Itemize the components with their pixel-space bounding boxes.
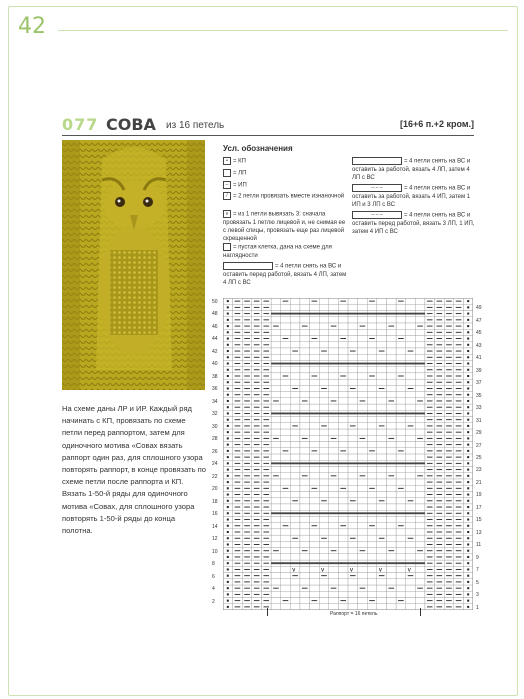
edge-stitch-mark	[227, 363, 229, 365]
increase-mark: v	[378, 567, 382, 574]
row-number-right: 21	[476, 479, 482, 486]
edge-stitch-mark	[227, 300, 229, 302]
edge-stitch-mark	[227, 581, 229, 583]
row-number-left: 4	[212, 586, 215, 593]
row-number-right: 17	[476, 504, 482, 511]
row-number-left: 24	[212, 461, 218, 468]
row-number-right: 11	[476, 542, 482, 549]
row-number-left: 10	[212, 548, 218, 555]
edge-stitch-mark	[227, 450, 229, 452]
pattern-name: СОВА	[106, 115, 156, 134]
cable-bar	[271, 562, 425, 564]
edge-stitch-mark	[227, 481, 229, 483]
row-number-right: 5	[476, 579, 479, 586]
pattern-description: На схеме даны ЛР и ИР. Каждый ряд начинать с КП, провязать по схеме петли перед раппортом, затем для одиночного мотива «Совах вязать раппорт один раз, для сплошного узора повторять раппорт, в конце провязать по схеме петли после раппорта и КП. Вязать 1-50-й ряды для одиночного мотива «Совах, для сплошного узора повторять 1-50-й ряды до конца полотна.	[62, 404, 207, 536]
edge-stitch-mark	[467, 331, 469, 333]
edge-stitch-mark	[227, 494, 229, 496]
edge-stitch-mark	[467, 406, 469, 408]
edge-stitch-mark	[467, 425, 469, 427]
cable-front-icon	[223, 262, 273, 270]
row-number-right: 33	[476, 405, 482, 412]
edge-stitch-mark	[227, 462, 229, 464]
legend-item-cable-back-purl: – – – = 4 петли снять на ВС и оставить за работой, вязать 4 ИП, затем 1 ИП и 3 ЛП с ВС	[352, 185, 471, 208]
cable-bar	[271, 313, 425, 315]
edge-stitch-mark	[467, 437, 469, 439]
edge-stitch-mark	[227, 375, 229, 377]
increase-icon: v	[223, 210, 231, 218]
edge-stitch-mark	[467, 394, 469, 396]
edge-stitch-mark	[467, 593, 469, 595]
edge-stitch-mark	[227, 425, 229, 427]
legend-item-p2tog: ⁄ = 2 петли провязать вместе изнаночной	[223, 192, 348, 201]
row-number-left: 40	[212, 361, 218, 368]
row-number-left: 32	[212, 411, 218, 418]
row-number-left: 48	[212, 311, 218, 318]
edge-stitch-mark	[227, 412, 229, 414]
edge-stitch-mark	[467, 481, 469, 483]
edge-stitch-mark	[227, 487, 229, 489]
row-number-right: 9	[476, 554, 479, 561]
edge-stitch-mark	[467, 462, 469, 464]
edge-stitch-mark	[467, 531, 469, 533]
edge-stitch-mark	[467, 500, 469, 502]
purl-stitch-icon: –	[223, 181, 231, 189]
legend-item-cable-back: = 4 петли снять на ВС и оставить за работой, вязать 4 ЛП, затем 4 ЛП с ВС	[352, 158, 471, 181]
edge-stitch-mark	[467, 562, 469, 564]
row-number-left: 22	[212, 473, 218, 480]
edge-stitch-mark	[227, 306, 229, 308]
row-number-left: 28	[212, 436, 218, 443]
row-number-right: 47	[476, 317, 482, 324]
row-number-left: 50	[212, 299, 218, 305]
edge-stitch-mark	[467, 306, 469, 308]
row-number-left: 36	[212, 386, 218, 393]
pattern-repeat: [16+6 п.+2 кром.]	[399, 119, 474, 129]
rapport-start-tick	[267, 608, 268, 616]
edge-stitch-mark	[227, 350, 229, 352]
row-number-right: 25	[476, 455, 482, 461]
empty-cell-icon	[223, 243, 231, 251]
edge-stitch-mark	[227, 593, 229, 595]
row-number-left: 30	[212, 423, 218, 430]
row-number-left: 16	[212, 511, 218, 518]
edge-stitch-mark	[467, 300, 469, 302]
edge-stitch-mark	[227, 456, 229, 458]
increase-mark: v	[350, 567, 353, 574]
edge-stitch-mark	[227, 587, 229, 589]
edge-stitch-mark	[227, 500, 229, 502]
edge-stitch-mark	[467, 519, 469, 521]
edge-stitch-mark	[227, 606, 229, 608]
row-number-right: 19	[476, 492, 482, 499]
row-number-left: 20	[212, 486, 218, 493]
edge-stitch-mark	[467, 319, 469, 321]
rapport-end-tick	[420, 608, 421, 616]
owl-knit-photo	[62, 140, 205, 390]
legend-item-cable-front-purl: – – – = 4 петли снять на ВС и оставить перед работой, вязать 3 ЛП, 1 ИП, затем 4 ИП с ВС	[352, 212, 475, 235]
row-number-left: 46	[212, 323, 218, 330]
row-number-left: 26	[212, 448, 218, 455]
rapport-label: Раппорт = 16 петель	[330, 611, 378, 617]
row-number-right: 31	[476, 417, 482, 424]
cable-bar	[271, 512, 425, 514]
edge-stitch-mark	[467, 450, 469, 452]
edge-stitch-mark	[467, 506, 469, 508]
edge-stitch-mark	[227, 356, 229, 358]
edge-stitch-mark	[227, 475, 229, 477]
edge-stitch-mark	[227, 369, 229, 371]
row-number-right: 29	[476, 430, 482, 437]
edge-stitch-mark	[227, 550, 229, 552]
cable-back-purl-icon: – – –	[352, 184, 402, 192]
cable-bar	[271, 462, 425, 464]
row-number-left: 14	[212, 523, 218, 530]
row-number-left: 18	[212, 498, 218, 505]
edge-stitch-mark	[467, 494, 469, 496]
edge-stitch-mark	[227, 419, 229, 421]
row-number-right: 13	[476, 529, 482, 536]
row-number-left: 2	[212, 598, 215, 605]
legend-item-increase: v = из 1 петли вывязать 3: сначала провязать 1 петлю лицевой и, не снимая ее с левой спицы, провязать еще раз лицевой скрещенной	[223, 211, 346, 243]
edge-stitch-mark	[467, 556, 469, 558]
edge-stitch-mark	[467, 375, 469, 377]
edge-stitch-mark	[467, 456, 469, 458]
row-number-left: 44	[212, 336, 218, 343]
edge-stitch-mark	[467, 356, 469, 358]
edge-stitch-mark	[467, 606, 469, 608]
edge-stitch-mark	[227, 512, 229, 514]
edge-stitch-mark	[227, 444, 229, 446]
row-number-right: 27	[476, 442, 482, 449]
edge-stitch-mark	[227, 556, 229, 558]
row-number-right: 49	[476, 305, 482, 312]
edge-stitch-mark	[227, 506, 229, 508]
edge-stitch-mark	[227, 338, 229, 340]
edge-stitch-mark	[467, 400, 469, 402]
edge-stitch-mark	[227, 313, 229, 315]
edge-stitch-mark	[467, 338, 469, 340]
edge-stitch-mark	[467, 575, 469, 577]
row-number-right: 1	[476, 604, 479, 611]
edge-stitch-mark	[227, 394, 229, 396]
legend-item-empty: = пустая клетка, дана на схеме для наглядности	[223, 244, 332, 259]
cable-front-purl-icon: – – –	[352, 211, 402, 219]
edge-stitch-mark	[467, 325, 469, 327]
edge-stitch-mark	[227, 531, 229, 533]
header-rule	[58, 30, 508, 31]
edge-stitch-mark	[227, 543, 229, 545]
edge-stitch-mark	[467, 543, 469, 545]
row-number-right: 39	[476, 367, 482, 374]
edge-stitch-mark	[227, 600, 229, 602]
cable-bar	[271, 363, 425, 365]
edge-stitch-mark	[467, 419, 469, 421]
pattern-title-bar	[62, 115, 474, 136]
edge-stitch-mark	[467, 313, 469, 315]
edge-stitch-mark	[467, 412, 469, 414]
edge-stitch-mark	[467, 550, 469, 552]
edge-stitch-mark	[227, 406, 229, 408]
edge-stitch-mark	[467, 469, 469, 471]
row-number-right: 35	[476, 392, 482, 399]
edge-stitch-mark	[467, 512, 469, 514]
knit-stitch-icon	[223, 169, 231, 177]
edge-stitch-mark	[467, 369, 469, 371]
edge-stitch-mark	[227, 331, 229, 333]
edge-stitch-mark	[467, 600, 469, 602]
legend-title: Усл. обозначения	[223, 144, 293, 153]
p2tog-icon: ⁄	[223, 192, 231, 200]
row-number-left: 8	[212, 561, 215, 568]
legend-item-purl: – = ИП	[223, 181, 348, 190]
edge-stitch-mark	[227, 381, 229, 383]
edge-stitch-mark	[227, 568, 229, 570]
row-number-left: 42	[212, 348, 218, 355]
row-number-left: 6	[212, 573, 215, 580]
edge-stitch-mark	[227, 400, 229, 402]
cable-bar	[271, 413, 425, 415]
row-number-right: 3	[476, 592, 479, 599]
pattern-subtitle: из 16 петель	[166, 120, 225, 131]
row-number-left: 38	[212, 373, 218, 380]
chart-grid	[223, 298, 473, 610]
edge-stitch-mark	[227, 562, 229, 564]
edge-stitch-mark	[467, 475, 469, 477]
knitting-chart	[223, 298, 473, 615]
row-number-left: 34	[212, 398, 218, 405]
legend-item-knit: = ЛП	[223, 169, 348, 178]
increase-mark: v	[292, 567, 296, 574]
edge-stitch-icon: •	[223, 157, 231, 165]
edge-stitch-mark	[467, 363, 469, 365]
edge-stitch-mark	[227, 387, 229, 389]
edge-stitch-mark	[467, 525, 469, 527]
edge-stitch-mark	[227, 525, 229, 527]
edge-stitch-mark	[227, 325, 229, 327]
edge-stitch-mark	[467, 487, 469, 489]
increase-mark: v	[407, 567, 411, 574]
pattern-number: 077	[62, 115, 99, 134]
row-number-right: 41	[476, 355, 482, 362]
edge-stitch-mark	[227, 319, 229, 321]
edge-stitch-mark	[227, 575, 229, 577]
page-number: 42	[18, 14, 46, 39]
row-number-right: 37	[476, 380, 482, 387]
edge-stitch-mark	[227, 431, 229, 433]
edge-stitch-mark	[467, 387, 469, 389]
edge-stitch-mark	[227, 437, 229, 439]
row-number-right: 23	[476, 467, 482, 474]
edge-stitch-mark	[227, 469, 229, 471]
edge-stitch-mark	[467, 350, 469, 352]
edge-stitch-mark	[467, 381, 469, 383]
edge-stitch-mark	[467, 568, 469, 570]
edge-stitch-mark	[467, 344, 469, 346]
cable-back-icon	[352, 157, 402, 165]
edge-stitch-mark	[227, 344, 229, 346]
row-number-right: 43	[476, 342, 482, 349]
edge-stitch-mark	[467, 587, 469, 589]
owl-illustration	[62, 140, 205, 390]
edge-stitch-mark	[227, 519, 229, 521]
row-number-right: 7	[476, 567, 479, 574]
increase-mark: v	[321, 567, 325, 574]
edge-stitch-mark	[467, 444, 469, 446]
legend-item-edge: • = КП	[223, 157, 348, 166]
legend-item-cable-front: = 4 петли снять на ВС и оставить перед работой, вязать 4 ЛП, затем 4 ЛП с ВС	[223, 263, 347, 286]
row-number-left: 12	[212, 536, 218, 543]
edge-stitch-mark	[467, 537, 469, 539]
edge-stitch-mark	[467, 431, 469, 433]
edge-stitch-mark	[467, 581, 469, 583]
row-number-right: 15	[476, 517, 482, 524]
edge-stitch-mark	[227, 537, 229, 539]
row-number-right: 45	[476, 330, 482, 337]
